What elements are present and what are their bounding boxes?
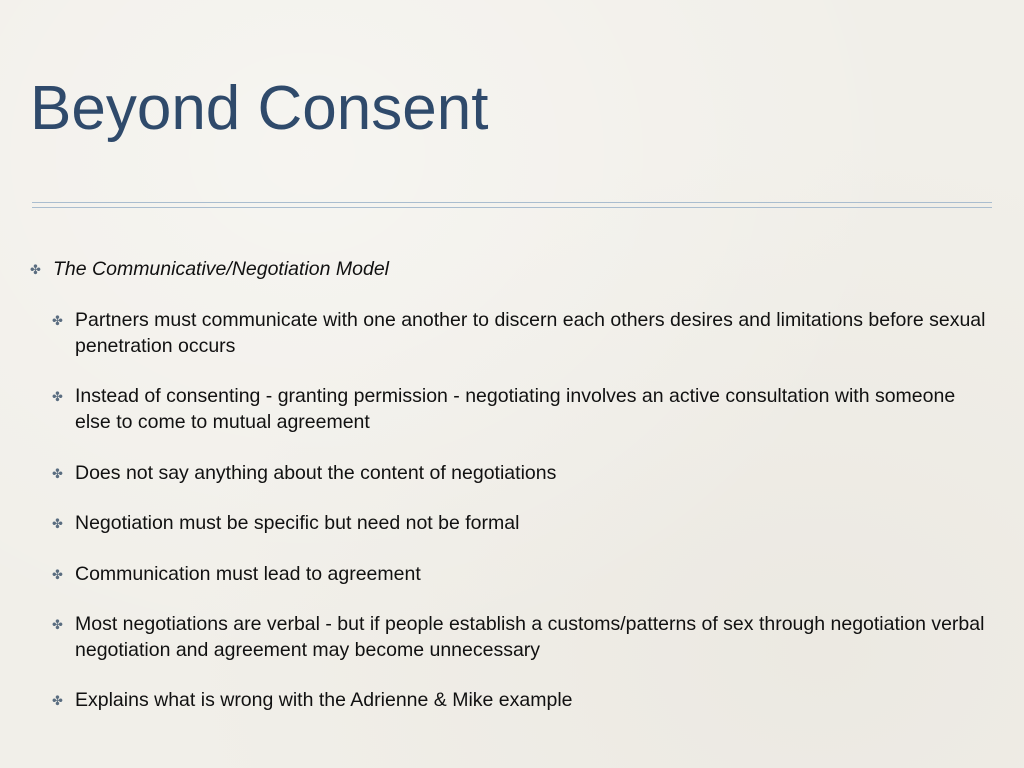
list-item-text: Instead of consenting - granting permission - negotiating involves an active consultation with someone else to come to mutual agreement [75,385,956,433]
list-item-text: Partners must communicate with one another to discern each others desires and limitations before sexual penetration occurs [75,309,986,357]
bullet-heading-text: The Communicative/Negotiation Model [53,258,389,280]
four-pointed-star-icon: ✤ [52,313,63,328]
list-item-text: Does not say anything about the content of negotiations [75,462,557,484]
slide-title: Beyond Consent [30,74,489,143]
four-pointed-star-icon: ✤ [30,262,41,277]
list-item [52,611,987,663]
bullet-heading [30,256,990,282]
four-pointed-star-icon: ✤ [52,466,63,481]
title-divider-bottom [32,207,992,208]
list-item-text: Most negotiations are verbal - but if people establish a customs/patterns of sex through negotiation verbal negotiation and agreement may become unnecessary [75,613,985,661]
list-item-text: Negotiation must be specific but need not be formal [75,512,520,534]
four-pointed-star-icon: ✤ [52,516,63,531]
four-pointed-star-icon: ✤ [52,567,63,582]
list-item [52,510,987,536]
list-item [52,383,987,435]
list-item [52,687,987,713]
four-pointed-star-icon: ✤ [52,617,63,632]
list-item-text: Communication must lead to agreement [75,563,421,585]
list-item [52,460,987,486]
list-item [52,307,987,359]
list-item [52,561,987,587]
four-pointed-star-icon: ✤ [52,693,63,708]
list-item-text: Explains what is wrong with the Adrienne & Mike example [75,689,573,711]
four-pointed-star-icon: ✤ [52,389,63,404]
title-divider-top [32,202,992,203]
